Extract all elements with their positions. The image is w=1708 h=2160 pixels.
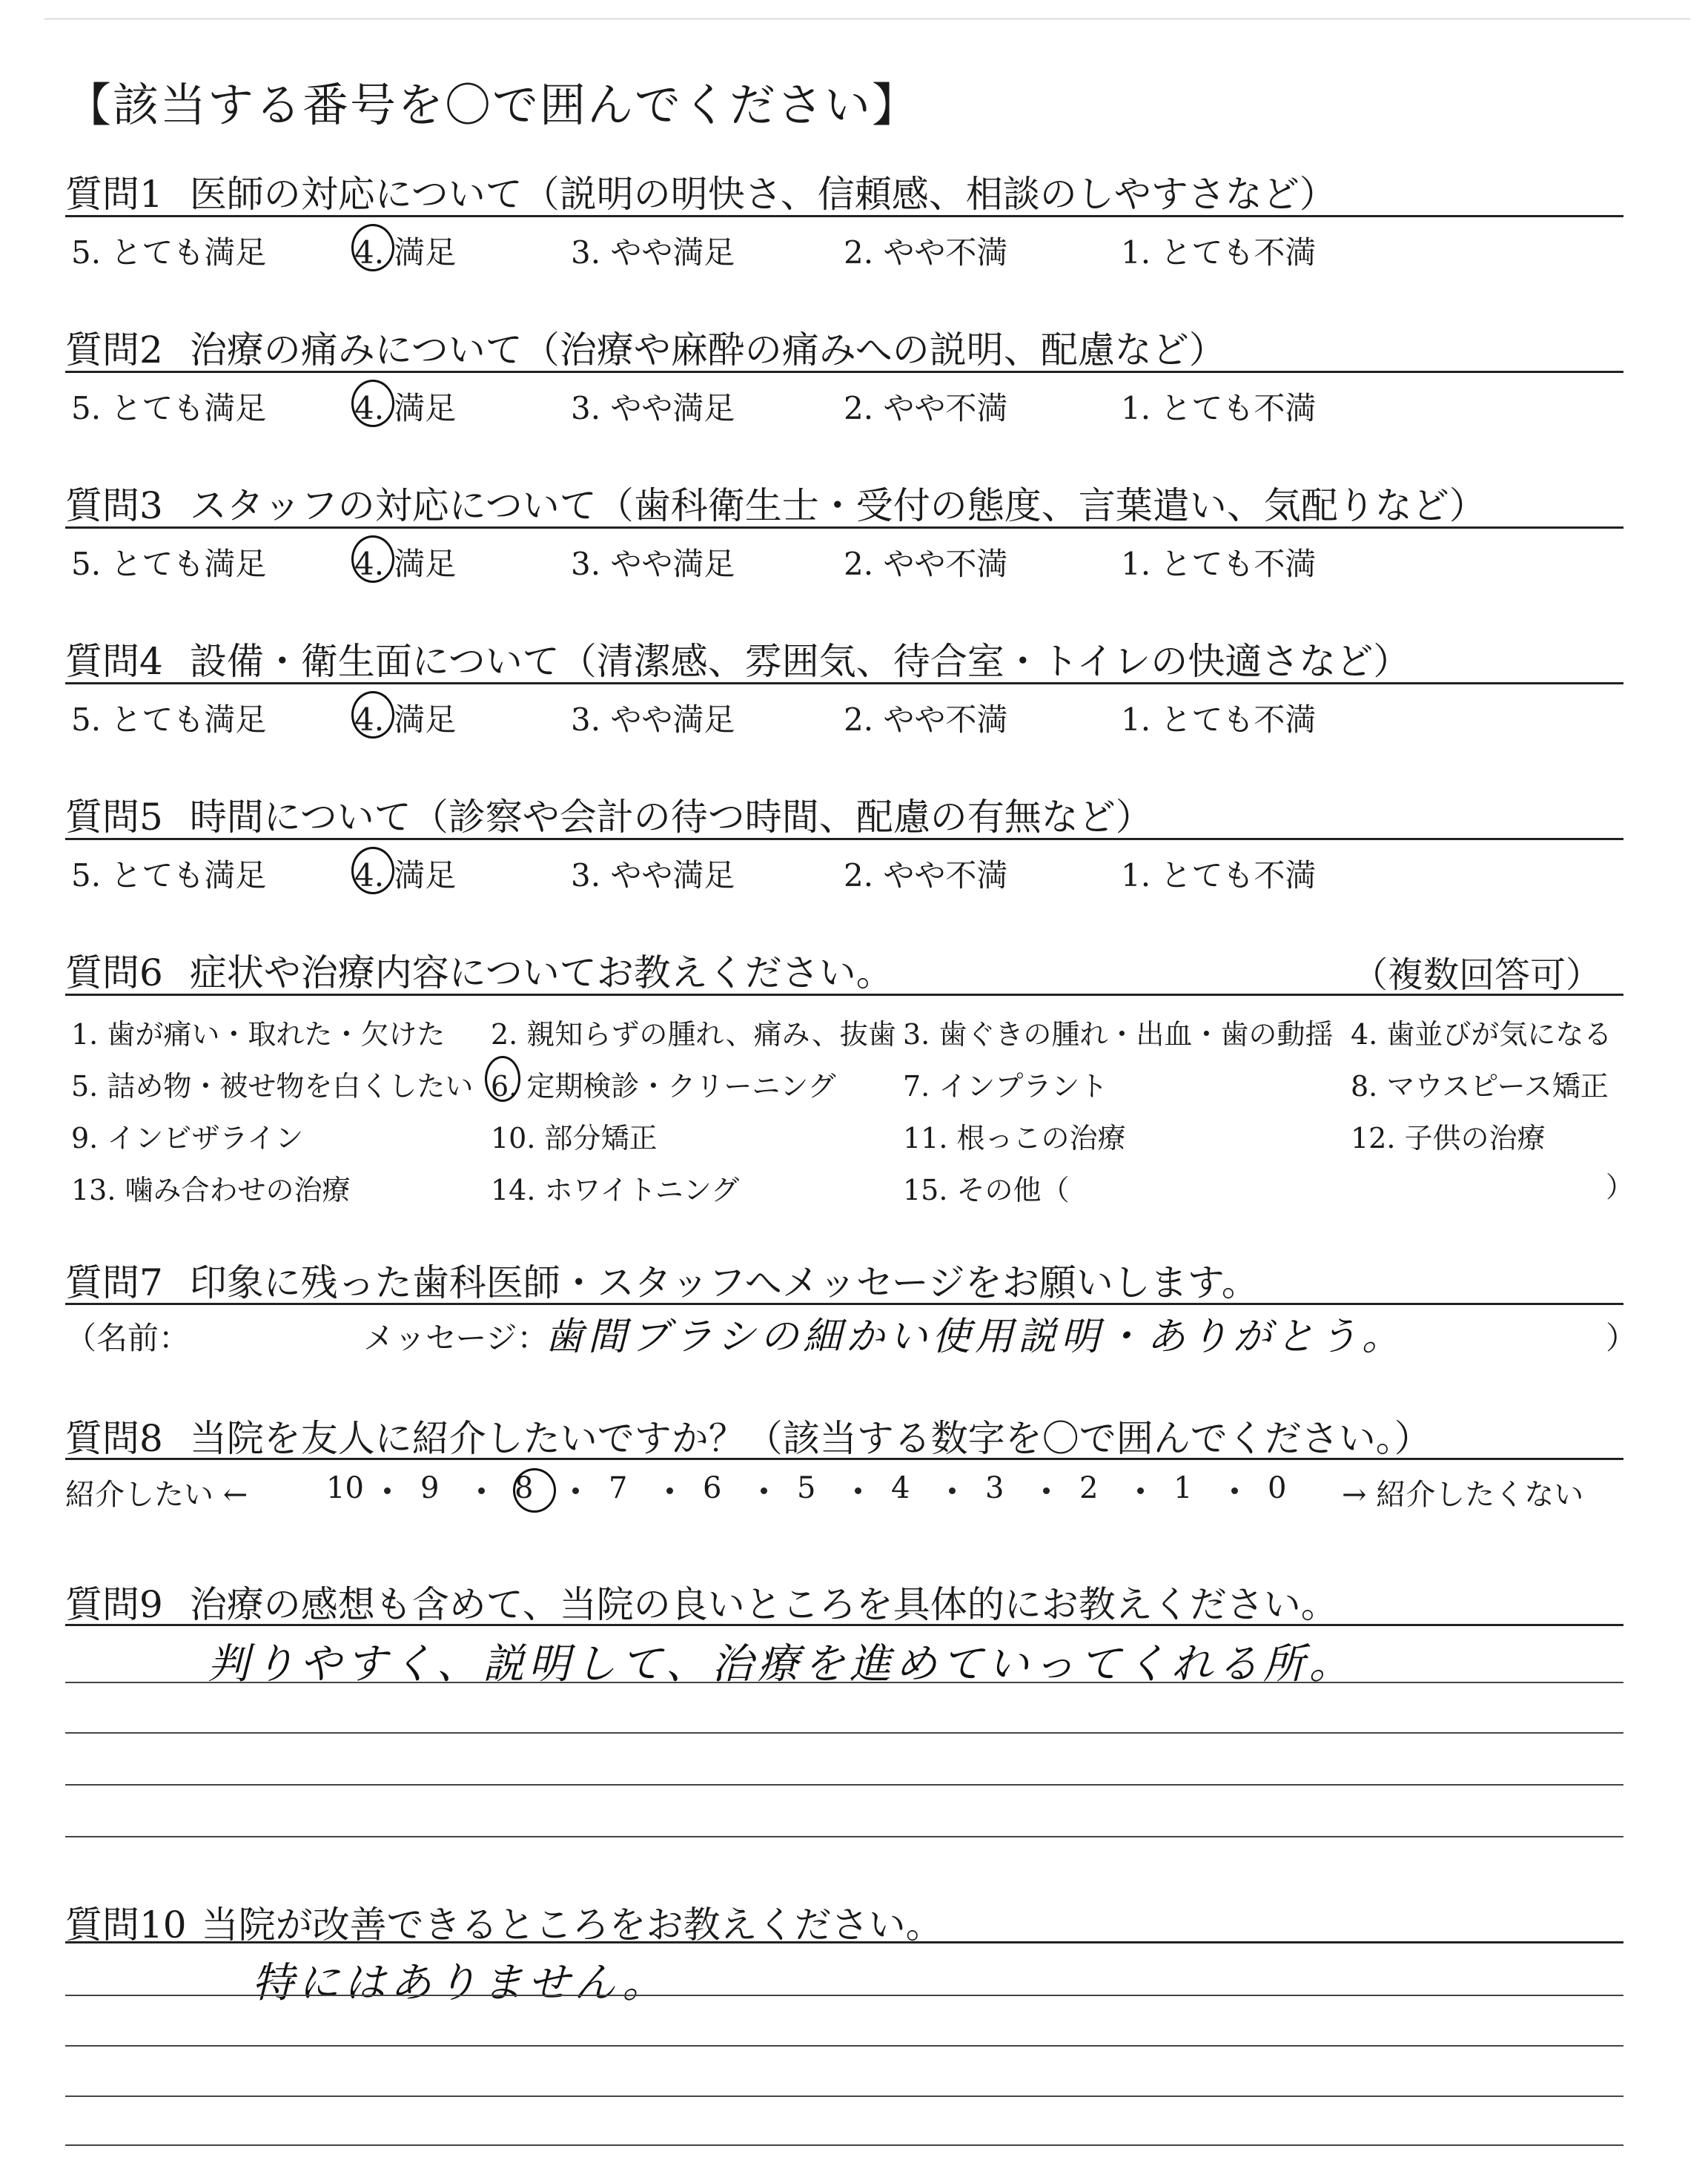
q9-heading [65, 1575, 1338, 1628]
q6-option[interactable]: 15. その他（ [903, 1174, 1070, 1206]
q6-option[interactable]: 7. インプラント [903, 1070, 1108, 1103]
q8-selected-circle [513, 1468, 556, 1513]
q6-option[interactable]: 5. 詰め物・被せ物を白くしたい [71, 1070, 474, 1103]
q4-text: 設備・衛生面について（清潔感、雰囲気、待合室・トイレの快適さなど） [189, 640, 1411, 683]
q7-name-label: （名前： [65, 1320, 191, 1356]
q6-option[interactable]: 4. 歯並びが気になる [1351, 1018, 1612, 1051]
q8-scale-value[interactable]: 2 [1079, 1471, 1099, 1505]
q10-label: 質問10 [65, 1903, 187, 1946]
q9-label: 質問9 [65, 1583, 163, 1626]
q8-heading [65, 1409, 1431, 1462]
q6-option[interactable]: 12. 子供の治療 [1351, 1122, 1546, 1155]
q6-option[interactable]: 11. 根っこの治療 [903, 1122, 1126, 1155]
q10-text: 当院が改善できるところをお教えください。 [201, 1903, 943, 1946]
q3-selected-circle [351, 535, 394, 583]
q4-selected-circle [351, 691, 394, 739]
q8-text: 当院を友人に紹介したいですか？（該当する数字を〇で囲んでください。） [189, 1417, 1431, 1460]
q8-scale-value[interactable]: 3 [985, 1471, 1004, 1505]
q6-option[interactable]: 14. ホワイトニング [491, 1174, 740, 1206]
q9-rule [65, 1624, 1623, 1626]
q3-option[interactable]: 5. とても満足 [71, 546, 267, 582]
q8-scale-separator [1137, 1487, 1144, 1494]
q6-selected-circle [485, 1056, 520, 1102]
q8-scale-value[interactable]: 5 [797, 1471, 816, 1505]
q8-scale-value[interactable]: 8 [514, 1471, 534, 1505]
q7-heading [65, 1253, 1259, 1307]
q6-note: （複数回答可） [1352, 954, 1602, 996]
q6-option[interactable]: 2. 親知らずの腫れ、痛み、抜歯 [491, 1018, 896, 1051]
q8-scale-value[interactable]: 6 [703, 1471, 722, 1505]
q10-answer-line [65, 2095, 1623, 2097]
q9-answer-line [65, 1682, 1623, 1683]
q4-option[interactable]: 5. とても満足 [71, 701, 267, 738]
q1-option[interactable]: 1. とても不満 [1121, 234, 1317, 271]
q8-scale-value[interactable]: 0 [1268, 1471, 1287, 1505]
q3-option[interactable]: 2. やや不満 [844, 546, 1008, 582]
q8-scale-separator [855, 1487, 861, 1494]
q6-label: 質問6 [65, 951, 163, 994]
q2-selected-circle [351, 380, 394, 427]
q7-label: 質問7 [65, 1261, 163, 1304]
q1-label: 質問1 [65, 173, 163, 216]
q5-option[interactable]: 1. とても不満 [1121, 857, 1317, 894]
q7-close: ） [1606, 1320, 1638, 1356]
q8-rule [65, 1458, 1623, 1460]
q8-scale-separator [949, 1487, 956, 1494]
q1-text: 医師の対応について（説明の明快さ、信頼感、相談のしやすさなど） [189, 173, 1337, 216]
q3-heading [65, 476, 1486, 529]
q4-option[interactable]: 3. やや満足 [571, 701, 735, 738]
q1-rule [65, 215, 1623, 217]
q8-scale-value[interactable]: 10 [326, 1471, 364, 1505]
q8-scale-value[interactable]: 9 [420, 1471, 440, 1505]
q2-option[interactable]: 4. 満足 [354, 390, 457, 426]
q6-option[interactable]: 10. 部分矯正 [491, 1122, 658, 1155]
q9-text: 治療の感想も含めて、当院の良いところを具体的にお教えください。 [189, 1583, 1338, 1626]
q7-message-handwritten: 歯間ブラシの細かい使用説明・ありがとう。 [545, 1315, 1406, 1359]
q8-scale-separator [1231, 1487, 1238, 1494]
page-title: 【該当する番号を〇で囲んでください】 [65, 78, 920, 132]
q5-option[interactable]: 2. やや不満 [844, 857, 1008, 894]
q8-scale-value[interactable]: 4 [891, 1471, 910, 1505]
q5-heading [65, 787, 1153, 841]
q9-answer-handwritten: 判りやすく、説明して、治療を進めていってくれる所。 [208, 1640, 1355, 1688]
q5-selected-circle [351, 847, 394, 894]
q2-heading [65, 320, 1226, 374]
q6-other-close: ） [1606, 1171, 1635, 1203]
q4-option[interactable]: 2. やや不満 [844, 701, 1008, 738]
q5-label: 質問5 [65, 796, 163, 839]
q2-option[interactable]: 5. とても満足 [71, 390, 267, 426]
q8-scale-separator [384, 1487, 391, 1494]
q2-rule [65, 371, 1623, 373]
q3-label: 質問3 [65, 484, 163, 527]
q3-option[interactable]: 4. 満足 [354, 546, 457, 582]
q4-option[interactable]: 4. 満足 [354, 701, 457, 738]
q4-label: 質問4 [65, 640, 163, 683]
q4-heading [65, 632, 1410, 685]
q4-option[interactable]: 1. とても不満 [1121, 701, 1317, 738]
q6-option[interactable]: 3. 歯ぐきの腫れ・出血・歯の動揺 [903, 1018, 1334, 1051]
q6-text: 症状や治療内容についてお教えください。 [189, 951, 893, 994]
q6-heading [65, 943, 893, 997]
q10-answer-line [65, 2045, 1623, 2047]
q9-answer-line [65, 1732, 1623, 1734]
q2-text: 治療の痛みについて（治療や麻酔の痛みへの説明、配慮など） [189, 328, 1226, 371]
q3-text: スタッフの対応について（歯科衛生士・受付の態度、言葉遣い、気配りなど） [189, 484, 1486, 527]
q8-scale-value[interactable]: 7 [609, 1471, 628, 1505]
q8-label: 質問8 [65, 1417, 163, 1460]
q5-option[interactable]: 4. 満足 [354, 857, 457, 894]
q6-option[interactable]: 9. インビザライン [71, 1122, 304, 1155]
q10-answer-handwritten: 特にはありません。 [252, 1959, 669, 2007]
q1-option[interactable]: 4. 満足 [354, 234, 457, 271]
top-border [44, 18, 1690, 20]
q3-option[interactable]: 1. とても不満 [1121, 546, 1317, 582]
q5-text: 時間について（診察や会計の待つ時間、配慮の有無など） [189, 796, 1153, 839]
q6-option[interactable]: 8. マウスピース矯正 [1351, 1070, 1609, 1103]
q2-option[interactable]: 3. やや満足 [571, 390, 735, 426]
q1-option[interactable]: 5. とても満足 [71, 234, 267, 271]
q1-option[interactable]: 2. やや不満 [844, 234, 1008, 271]
q1-selected-circle [351, 224, 394, 271]
q10-rule [65, 1941, 1623, 1943]
q7-text: 印象に残った歯科医師・スタッフへメッセージをお願いします。 [189, 1261, 1259, 1304]
q6-option[interactable]: 13. 噛み合わせの治療 [71, 1174, 351, 1206]
q8-scale-separator [572, 1487, 579, 1494]
q1-option[interactable]: 3. やや満足 [571, 234, 735, 271]
q4-rule [65, 682, 1623, 684]
q2-option[interactable]: 1. とても不満 [1121, 390, 1317, 426]
q8-scale-value[interactable]: 1 [1174, 1471, 1193, 1505]
q7-message-label: メッセージ： [363, 1320, 549, 1356]
q8-scale-separator [478, 1487, 485, 1494]
q9-answer-line [65, 1784, 1623, 1786]
q1-heading [65, 165, 1337, 218]
q8-scale-separator [1043, 1487, 1050, 1494]
q6-rule [65, 994, 1623, 996]
q2-label: 質問2 [65, 328, 163, 371]
q8-left-label: 紹介したい ← [65, 1478, 248, 1512]
q6-option[interactable]: 6. 定期検診・クリーニング [491, 1070, 836, 1103]
q10-answer-line [65, 1995, 1623, 1996]
q10-answer-line [65, 2144, 1623, 2146]
q8-scale-separator [761, 1487, 767, 1494]
q5-rule [65, 838, 1623, 840]
q3-rule [65, 526, 1623, 529]
q8-right-label: → 紹介したくない [1342, 1478, 1584, 1512]
q9-answer-line [65, 1836, 1623, 1837]
q5-option[interactable]: 3. やや満足 [571, 857, 735, 894]
q8-scale-separator [666, 1487, 673, 1494]
q6-option[interactable]: 1. 歯が痛い・取れた・欠けた [71, 1018, 446, 1051]
q2-option[interactable]: 2. やや不満 [844, 390, 1008, 426]
q3-option[interactable]: 3. やや満足 [571, 546, 735, 582]
q5-option[interactable]: 5. とても満足 [71, 857, 267, 894]
